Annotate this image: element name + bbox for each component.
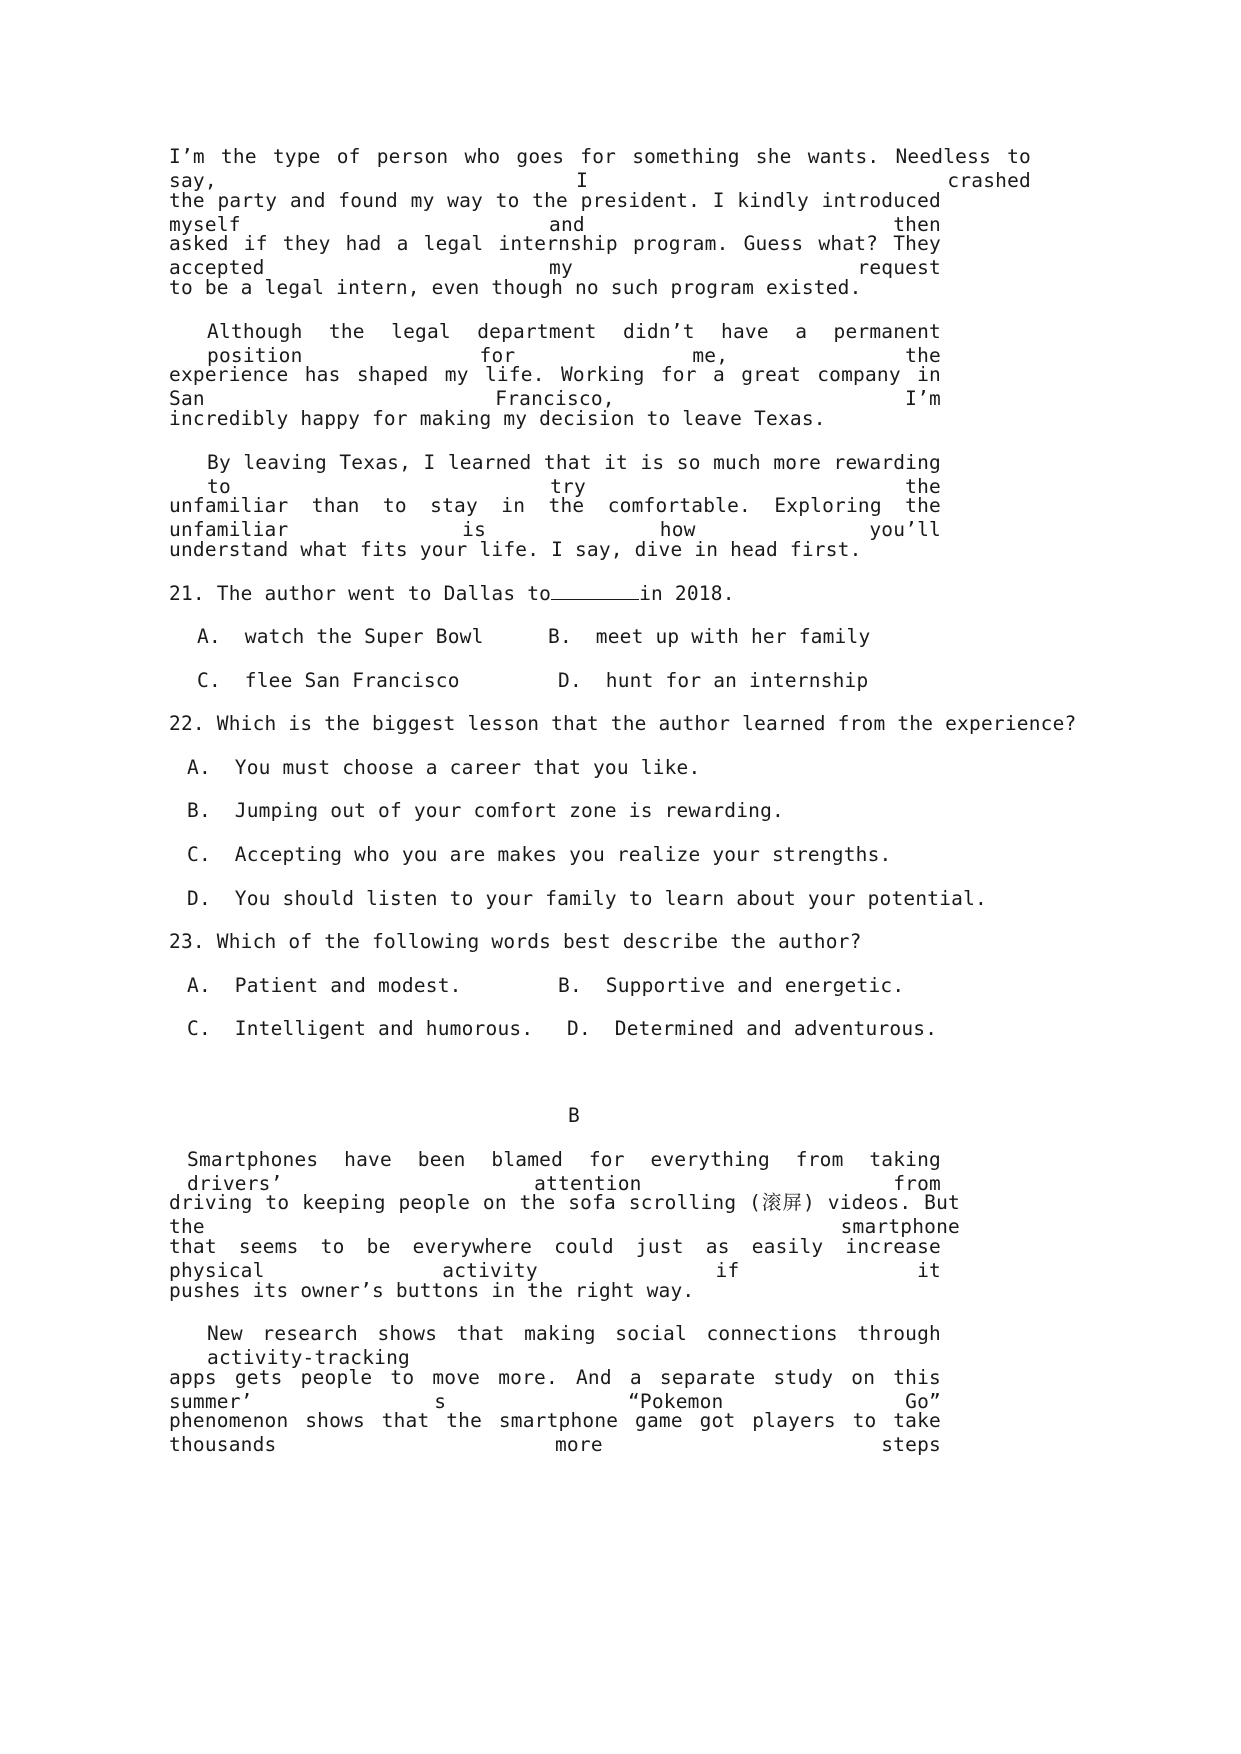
passage-a-p2-line1: Although the legal department didn’t have a permanent position for me, the [207, 320, 941, 367]
passage-a-p2-line3: incredibly happy for making my decision to leave Texas. [169, 407, 826, 430]
passage-b-p1-line3: that seems to be everywhere could just as easily increase physical activity if it [169, 1235, 941, 1282]
question-number: 21. [169, 582, 205, 605]
question-21-option-d[interactable]: D. hunt for an internship [558, 669, 869, 692]
question-stem: The author went to Dallas to [216, 582, 552, 605]
passage-a-p1-line3: asked if they had a legal internship program. Guess what? They accepted my request [169, 232, 941, 279]
passage-a-p1-line1: I’m the type of person who goes for something she wants. Needless to say, I crashed [169, 145, 1031, 192]
answer-blank [551, 581, 639, 600]
passage-b-p2-line2: apps gets people to move more. And a separate study on this summer’ s “Pokemon Go” [169, 1366, 941, 1413]
question-21-option-b[interactable]: B. meet up with her family [548, 625, 871, 648]
passage-a-p3-line3: understand what fits your life. I say, dive in head first. [169, 538, 862, 561]
question-21-option-c[interactable]: C. flee San Francisco [197, 669, 460, 692]
question-23-option-c[interactable]: C. Intelligent and humorous. [187, 1017, 534, 1040]
question-23 [169, 930, 862, 954]
passage-a-p1-line4: to be a legal intern, even though no such program existed. [169, 276, 862, 299]
question-stem-end: in 2018. [639, 582, 735, 605]
question-stem: Which of the following words best describe the author? [216, 930, 862, 953]
passage-b-p1-line1: Smartphones have been blamed for everything from taking drivers’ attention from [187, 1148, 941, 1195]
section-label-b: B [568, 1104, 580, 1127]
question-23-option-b[interactable]: B. Supportive and energetic. [558, 974, 905, 997]
question-22 [169, 712, 1076, 736]
question-22-option-c[interactable]: C. Accepting who you are makes you realize your strengths. [187, 843, 892, 866]
question-21-option-a[interactable]: A. watch the Super Bowl [197, 625, 484, 648]
passage-a-p3-line1: By leaving Texas, I learned that it is so much more rewarding to try the [207, 451, 941, 498]
question-21 [169, 581, 735, 606]
question-stem: Which is the biggest lesson that the author learned from the experience? [216, 712, 1077, 735]
question-22-option-d[interactable]: D. You should listen to your family to learn about your potential. [187, 887, 987, 910]
question-number: 22. [169, 712, 205, 735]
passage-b-p1-line2: driving to keeping people on the sofa scrolling (滚屏) videos. But the smartphone [169, 1191, 960, 1238]
question-22-option-b[interactable]: B. Jumping out of your comfort zone is rewarding. [187, 799, 784, 822]
passage-b-p2-line3: phenomenon shows that the smartphone game got players to take thousands more steps [169, 1409, 941, 1456]
question-22-option-a[interactable]: A. You must choose a career that you like. [187, 756, 701, 779]
passage-b-p1-line4: pushes its owner’s buttons in the right way. [169, 1279, 695, 1302]
question-23-option-a[interactable]: A. Patient and modest. [187, 974, 462, 997]
passage-a-p2-line2: experience has shaped my life. Working for a great company in San Francisco, I’m [169, 363, 941, 410]
question-23-option-d[interactable]: D. Determined and adventurous. [567, 1017, 938, 1040]
passage-b-p2-line1: New research shows that making social connections through activity-tracking [207, 1322, 941, 1369]
passage-a-p1-line2: the party and found my way to the president. I kindly introduced myself and then [169, 189, 941, 236]
question-number: 23. [169, 930, 205, 953]
passage-a-p3-line2: unfamiliar than to stay in the comfortable. Exploring the unfamiliar is how you’ll [169, 494, 941, 541]
